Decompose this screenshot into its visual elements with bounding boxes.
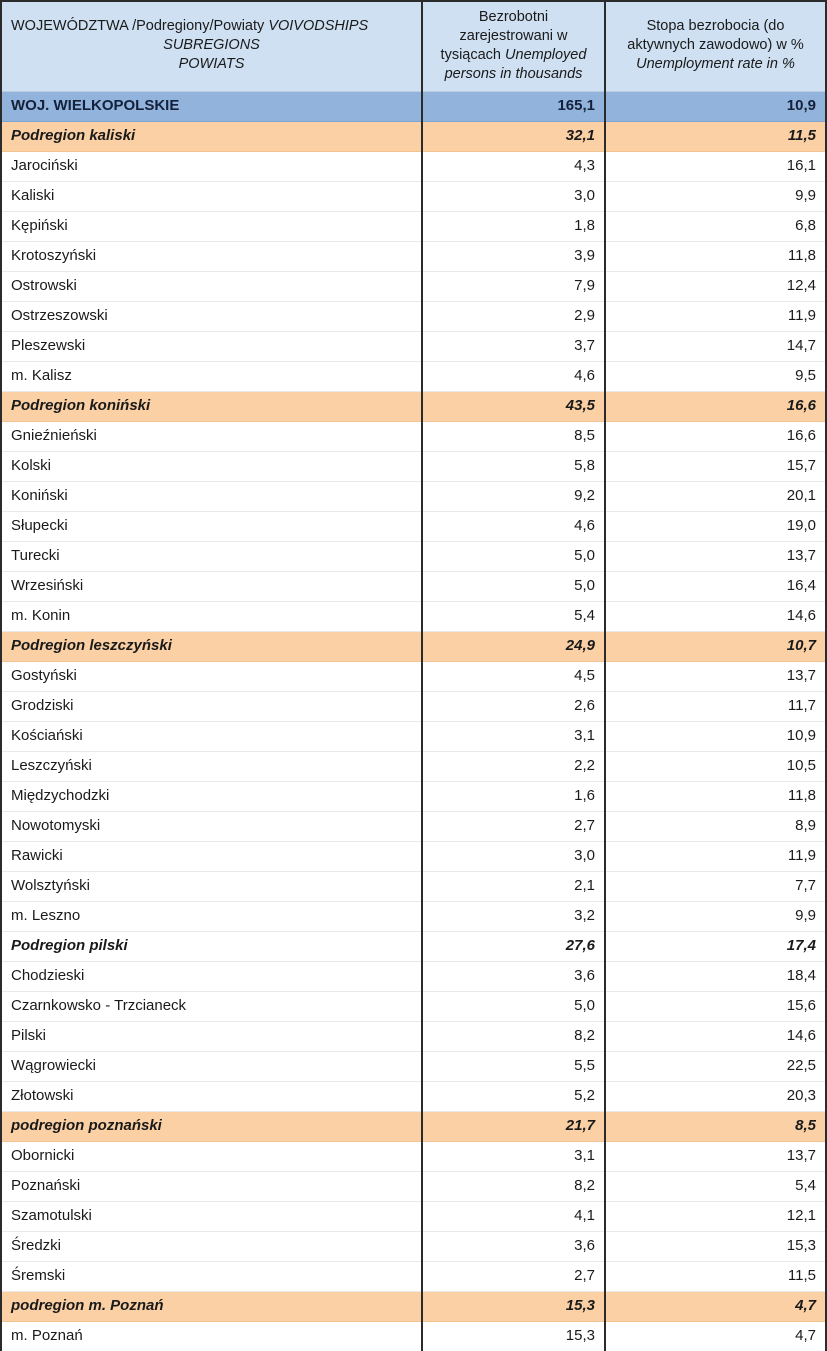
- cell-unemployed-thousands: 3,9: [422, 242, 605, 272]
- powiat-row: [2, 782, 825, 812]
- cell-unemployed-thousands: 3,1: [422, 1142, 605, 1172]
- cell-territory-name: Jarociński: [2, 152, 422, 182]
- powiat-row: [2, 212, 825, 242]
- cell-unemployment-rate: 11,8: [605, 782, 825, 812]
- cell-territory-name: Rawicki: [2, 842, 422, 872]
- cell-territory-name: Poznański: [2, 1172, 422, 1202]
- cell-territory-name: Pleszewski: [2, 332, 422, 362]
- cell-unemployment-rate: 13,7: [605, 542, 825, 572]
- column-header-territory-en-3: POWIATS: [178, 56, 245, 73]
- column-header-territory-en-2: SUBREGIONS: [163, 37, 260, 54]
- voivodship-total-row: [2, 92, 825, 122]
- cell-unemployment-rate: 10,9: [605, 92, 825, 122]
- cell-unemployed-thousands: 2,9: [422, 302, 605, 332]
- cell-territory-name: Koniński: [2, 482, 422, 512]
- cell-territory-name: podregion poznański: [2, 1112, 422, 1142]
- cell-unemployment-rate: 16,1: [605, 152, 825, 182]
- cell-unemployment-rate: 17,4: [605, 932, 825, 962]
- cell-unemployed-thousands: 27,6: [422, 932, 605, 962]
- cell-unemployed-thousands: 5,0: [422, 992, 605, 1022]
- column-header-territory: [2, 2, 422, 92]
- column-header-rate: [605, 2, 825, 92]
- cell-unemployment-rate: 11,5: [605, 1262, 825, 1292]
- powiat-row: [2, 332, 825, 362]
- cell-territory-name: Szamotulski: [2, 1202, 422, 1232]
- cell-unemployed-thousands: 24,9: [422, 632, 605, 662]
- cell-territory-name: m. Konin: [2, 602, 422, 632]
- powiat-row: [2, 452, 825, 482]
- cell-territory-name: Grodziski: [2, 692, 422, 722]
- column-header-unemployed-pl: Bezrobotni zarejestrowani w tysiącach: [440, 9, 568, 63]
- cell-territory-name: Podregion pilski: [2, 932, 422, 962]
- cell-unemployment-rate: 10,5: [605, 752, 825, 782]
- powiat-row: [2, 692, 825, 722]
- cell-territory-name: Podregion kaliski: [2, 122, 422, 152]
- cell-unemployment-rate: 11,9: [605, 842, 825, 872]
- cell-unemployment-rate: 10,7: [605, 632, 825, 662]
- powiat-row: [2, 512, 825, 542]
- cell-unemployment-rate: 20,1: [605, 482, 825, 512]
- powiat-row: [2, 1262, 825, 1292]
- cell-unemployed-thousands: 8,5: [422, 422, 605, 452]
- powiat-row: [2, 752, 825, 782]
- cell-unemployed-thousands: 3,1: [422, 722, 605, 752]
- cell-unemployment-rate: 18,4: [605, 962, 825, 992]
- subregion-row: [2, 392, 825, 422]
- cell-unemployment-rate: 5,4: [605, 1172, 825, 1202]
- cell-territory-name: Śremski: [2, 1262, 422, 1292]
- cell-unemployment-rate: 16,6: [605, 422, 825, 452]
- cell-territory-name: Wągrowiecki: [2, 1052, 422, 1082]
- powiat-row: [2, 992, 825, 1022]
- cell-unemployment-rate: 13,7: [605, 1142, 825, 1172]
- cell-unemployed-thousands: 165,1: [422, 92, 605, 122]
- powiat-row: [2, 662, 825, 692]
- cell-unemployed-thousands: 2,7: [422, 812, 605, 842]
- cell-unemployed-thousands: 3,2: [422, 902, 605, 932]
- cell-unemployment-rate: 8,9: [605, 812, 825, 842]
- cell-unemployment-rate: 12,4: [605, 272, 825, 302]
- column-header-rate-en: Unemployment rate in %: [636, 56, 795, 73]
- cell-unemployed-thousands: 3,0: [422, 182, 605, 212]
- cell-unemployed-thousands: 4,1: [422, 1202, 605, 1232]
- cell-unemployed-thousands: 8,2: [422, 1172, 605, 1202]
- cell-unemployed-thousands: 21,7: [422, 1112, 605, 1142]
- cell-unemployment-rate: 14,6: [605, 1022, 825, 1052]
- cell-unemployed-thousands: 15,3: [422, 1322, 605, 1351]
- cell-territory-name: WOJ. WIELKOPOLSKIE: [2, 92, 422, 122]
- cell-unemployment-rate: 16,6: [605, 392, 825, 422]
- cell-territory-name: Pilski: [2, 1022, 422, 1052]
- powiat-row: [2, 362, 825, 392]
- cell-territory-name: Kościański: [2, 722, 422, 752]
- cell-territory-name: Podregion leszczyński: [2, 632, 422, 662]
- powiat-row: [2, 812, 825, 842]
- cell-unemployment-rate: 11,5: [605, 122, 825, 152]
- powiat-row: [2, 572, 825, 602]
- cell-territory-name: Ostrowski: [2, 272, 422, 302]
- powiat-row: [2, 302, 825, 332]
- powiat-row: [2, 482, 825, 512]
- powiat-row: [2, 152, 825, 182]
- cell-territory-name: m. Poznań: [2, 1322, 422, 1351]
- cell-unemployed-thousands: 1,6: [422, 782, 605, 812]
- powiat-row: [2, 842, 825, 872]
- cell-unemployment-rate: 4,7: [605, 1322, 825, 1351]
- cell-unemployed-thousands: 2,1: [422, 872, 605, 902]
- cell-territory-name: Gostyński: [2, 662, 422, 692]
- unemployment-table: [2, 2, 825, 1351]
- column-header-unemployed: [422, 2, 605, 92]
- cell-territory-name: m. Kalisz: [2, 362, 422, 392]
- cell-unemployment-rate: 15,3: [605, 1232, 825, 1262]
- cell-unemployed-thousands: 4,6: [422, 362, 605, 392]
- cell-territory-name: Gnieźnieński: [2, 422, 422, 452]
- cell-unemployed-thousands: 3,6: [422, 1232, 605, 1262]
- cell-unemployment-rate: 11,8: [605, 242, 825, 272]
- cell-territory-name: Ostrzeszowski: [2, 302, 422, 332]
- cell-unemployment-rate: 9,9: [605, 902, 825, 932]
- cell-territory-name: Turecki: [2, 542, 422, 572]
- cell-unemployment-rate: 4,7: [605, 1292, 825, 1322]
- powiat-row: [2, 1322, 825, 1351]
- subregion-row: [2, 932, 825, 962]
- cell-unemployment-rate: 9,5: [605, 362, 825, 392]
- cell-unemployed-thousands: 7,9: [422, 272, 605, 302]
- cell-unemployed-thousands: 1,8: [422, 212, 605, 242]
- cell-unemployment-rate: 22,5: [605, 1052, 825, 1082]
- table-header: [2, 2, 825, 92]
- table-body: [2, 92, 825, 1351]
- cell-unemployed-thousands: 3,6: [422, 962, 605, 992]
- cell-territory-name: Podregion koniński: [2, 392, 422, 422]
- cell-territory-name: Kaliski: [2, 182, 422, 212]
- cell-unemployed-thousands: 4,5: [422, 662, 605, 692]
- powiat-row: [2, 242, 825, 272]
- powiat-row: [2, 272, 825, 302]
- cell-unemployed-thousands: 5,8: [422, 452, 605, 482]
- cell-territory-name: Międzychodzki: [2, 782, 422, 812]
- powiat-row: [2, 1172, 825, 1202]
- powiat-row: [2, 1022, 825, 1052]
- cell-territory-name: Średzki: [2, 1232, 422, 1262]
- cell-unemployed-thousands: 5,2: [422, 1082, 605, 1112]
- cell-unemployed-thousands: 4,3: [422, 152, 605, 182]
- cell-territory-name: Nowotomyski: [2, 812, 422, 842]
- cell-unemployment-rate: 8,5: [605, 1112, 825, 1142]
- powiat-row: [2, 962, 825, 992]
- cell-unemployment-rate: 15,7: [605, 452, 825, 482]
- cell-unemployment-rate: 7,7: [605, 872, 825, 902]
- powiat-row: [2, 872, 825, 902]
- cell-territory-name: Słupecki: [2, 512, 422, 542]
- powiat-row: [2, 422, 825, 452]
- cell-unemployment-rate: 9,9: [605, 182, 825, 212]
- column-header-territory-en-1: VOIVODSHIPS: [268, 18, 369, 35]
- cell-unemployment-rate: 11,7: [605, 692, 825, 722]
- cell-unemployment-rate: 6,8: [605, 212, 825, 242]
- cell-territory-name: Złotowski: [2, 1082, 422, 1112]
- cell-unemployed-thousands: 3,0: [422, 842, 605, 872]
- cell-territory-name: Krotoszyński: [2, 242, 422, 272]
- powiat-row: [2, 902, 825, 932]
- cell-territory-name: Wrzesiński: [2, 572, 422, 602]
- cell-unemployed-thousands: 9,2: [422, 482, 605, 512]
- header-row: [2, 2, 825, 92]
- cell-unemployed-thousands: 3,7: [422, 332, 605, 362]
- cell-territory-name: Kolski: [2, 452, 422, 482]
- cell-unemployed-thousands: 32,1: [422, 122, 605, 152]
- subregion-row: [2, 1112, 825, 1142]
- cell-unemployed-thousands: 8,2: [422, 1022, 605, 1052]
- cell-unemployment-rate: 14,6: [605, 602, 825, 632]
- cell-unemployed-thousands: 4,6: [422, 512, 605, 542]
- cell-territory-name: Obornicki: [2, 1142, 422, 1172]
- powiat-row: [2, 602, 825, 632]
- cell-territory-name: Kępiński: [2, 212, 422, 242]
- cell-unemployed-thousands: 2,2: [422, 752, 605, 782]
- cell-unemployed-thousands: 5,0: [422, 542, 605, 572]
- cell-unemployment-rate: 16,4: [605, 572, 825, 602]
- cell-territory-name: Leszczyński: [2, 752, 422, 782]
- cell-unemployment-rate: 14,7: [605, 332, 825, 362]
- cell-territory-name: Wolsztyński: [2, 872, 422, 902]
- cell-unemployed-thousands: 43,5: [422, 392, 605, 422]
- cell-unemployment-rate: 20,3: [605, 1082, 825, 1112]
- column-header-rate-pl: Stopa bezrobocia (do aktywnych zawodowo) w %: [627, 18, 804, 54]
- cell-unemployment-rate: 13,7: [605, 662, 825, 692]
- powiat-row: [2, 1142, 825, 1172]
- powiat-row: [2, 542, 825, 572]
- subregion-row: [2, 1292, 825, 1322]
- subregion-row: [2, 122, 825, 152]
- cell-unemployment-rate: 19,0: [605, 512, 825, 542]
- cell-unemployment-rate: 12,1: [605, 1202, 825, 1232]
- cell-unemployment-rate: 11,9: [605, 302, 825, 332]
- cell-territory-name: Czarnkowsko - Trzcianeck: [2, 992, 422, 1022]
- cell-unemployed-thousands: 2,6: [422, 692, 605, 722]
- powiat-row: [2, 182, 825, 212]
- cell-unemployed-thousands: 5,4: [422, 602, 605, 632]
- powiat-row: [2, 722, 825, 752]
- cell-territory-name: Chodzieski: [2, 962, 422, 992]
- column-header-territory-pl: WOJEWÓDZTWA /Podregiony/Powiaty: [11, 18, 269, 35]
- cell-territory-name: podregion m. Poznań: [2, 1292, 422, 1322]
- cell-territory-name: m. Leszno: [2, 902, 422, 932]
- cell-unemployed-thousands: 15,3: [422, 1292, 605, 1322]
- subregion-row: [2, 632, 825, 662]
- powiat-row: [2, 1232, 825, 1262]
- cell-unemployed-thousands: 5,0: [422, 572, 605, 602]
- cell-unemployed-thousands: 2,7: [422, 1262, 605, 1292]
- cell-unemployment-rate: 10,9: [605, 722, 825, 752]
- powiat-row: [2, 1082, 825, 1112]
- powiat-row: [2, 1052, 825, 1082]
- cell-unemployment-rate: 15,6: [605, 992, 825, 1022]
- cell-unemployed-thousands: 5,5: [422, 1052, 605, 1082]
- column-header-unemployed-en: Unemployed persons in thousands: [444, 46, 587, 82]
- powiat-row: [2, 1202, 825, 1232]
